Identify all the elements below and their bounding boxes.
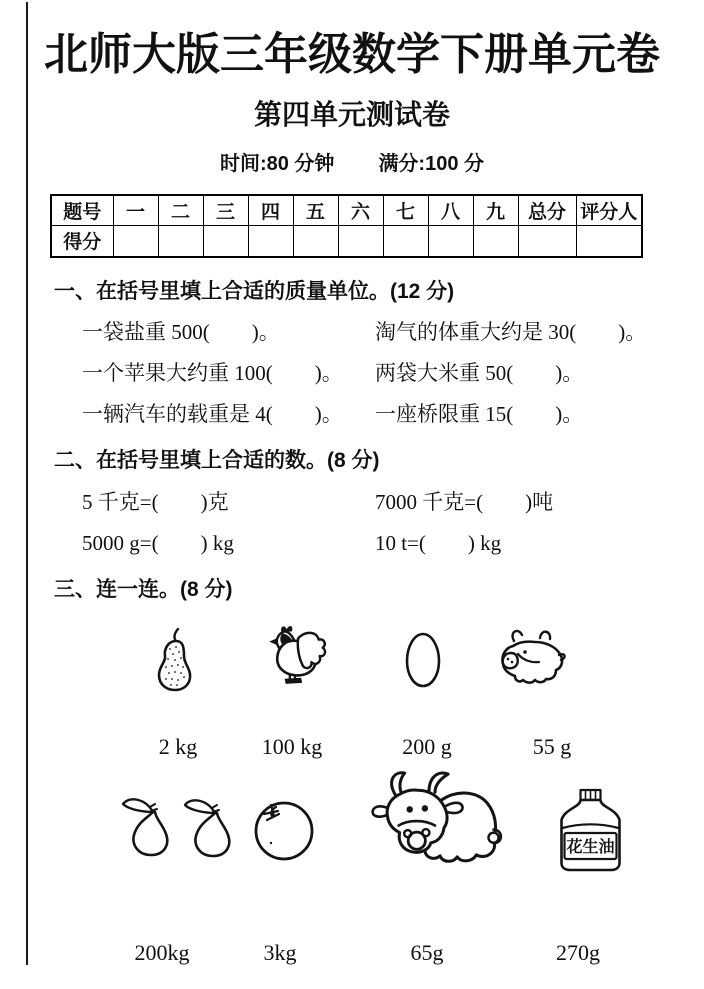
- time-limit: 时间:80 分钟: [219, 152, 335, 175]
- bottle-label-text: 花生油: [566, 839, 615, 857]
- header-cell-1: 一: [113, 195, 158, 226]
- score-cell-empty: [248, 226, 293, 257]
- question-text: 一辆汽车的载重是 4( )。: [82, 402, 343, 427]
- question-row: [82, 531, 704, 556]
- weight-label: 200 g: [402, 734, 452, 760]
- tomato-icon: [250, 796, 318, 862]
- hen-icon: [263, 623, 329, 685]
- header-cell-8: 八: [428, 195, 473, 226]
- weight-label: 65g: [410, 940, 444, 966]
- score-cell-empty: [428, 226, 473, 257]
- score-cell-empty: [113, 226, 158, 257]
- header-cell-5: 五: [293, 195, 338, 226]
- weight-label: 55 g: [532, 734, 572, 760]
- question-row: [82, 361, 704, 386]
- page-title: 北师大版三年级数学下册单元卷: [44, 30, 660, 79]
- matching-exercise-area: [0, 614, 704, 989]
- question-text: 一个苹果大约重 100( )。: [82, 360, 343, 385]
- two-sacks-icon: [116, 791, 238, 877]
- score-cell-empty: [518, 226, 576, 257]
- header-cell-4: 四: [248, 195, 293, 226]
- pig-icon: [494, 624, 568, 690]
- header-cell-3: 三: [203, 195, 248, 226]
- header-cell-grader: 评分人: [576, 195, 642, 226]
- question-text: 10 t=( ) kg: [375, 530, 502, 555]
- score-table-score-row: [51, 226, 642, 257]
- header-cell-7: 七: [383, 195, 428, 226]
- header-cell-2: 二: [158, 195, 203, 226]
- question-row: [82, 402, 704, 427]
- score-cell-empty: [576, 226, 642, 257]
- section1-heading: 一、在括号里填上合适的质量单位。(12 分): [54, 279, 455, 303]
- oil-bottle-icon: [551, 787, 628, 875]
- question-text: 两袋大米重 50( )。: [375, 360, 584, 385]
- question-row: [82, 320, 704, 345]
- question-text: 一袋盐重 500( )。: [82, 319, 280, 344]
- exam-info-line: [0, 147, 704, 176]
- egg-icon: [401, 630, 445, 690]
- weight-label: 200kg: [134, 940, 190, 966]
- question-text: 7000 千克=( )吨: [375, 489, 554, 514]
- question-row: [82, 490, 704, 515]
- page-subtitle: 第四单元测试卷: [253, 98, 450, 130]
- score-table: [50, 194, 643, 258]
- question-text: 5 千克=( )克: [82, 489, 229, 514]
- score-cell-empty: [338, 226, 383, 257]
- question-text: 一座桥限重 15( )。: [375, 402, 584, 427]
- full-score: 满分:100 分: [378, 152, 485, 175]
- score-table-header-row: [51, 195, 642, 226]
- score-cell-empty: [293, 226, 338, 257]
- section3-heading: 三、连一连。(8 分): [54, 577, 233, 601]
- pear-icon: [143, 625, 207, 693]
- question-text: 淘气的体重大约是 30( )。: [375, 319, 647, 344]
- score-cell-empty: [203, 226, 248, 257]
- score-cell-empty: [158, 226, 203, 257]
- weight-label: 270g: [556, 940, 600, 966]
- score-cell-empty: [473, 226, 518, 257]
- header-cell-question-no: 题号: [51, 195, 113, 226]
- weight-label: 100 kg: [261, 734, 323, 760]
- header-cell-6: 六: [338, 195, 383, 226]
- weight-label: 2 kg: [158, 734, 198, 760]
- ox-icon: [362, 767, 514, 872]
- section2-heading: 二、在括号里填上合适的数。(8 分): [54, 449, 380, 473]
- score-row-label: 得分: [51, 226, 113, 257]
- score-cell-empty: [383, 226, 428, 257]
- question-text: 5000 g=( ) kg: [82, 530, 234, 555]
- weight-label: 3kg: [263, 940, 297, 966]
- header-cell-9: 九: [473, 195, 518, 226]
- header-cell-total: 总分: [518, 195, 576, 226]
